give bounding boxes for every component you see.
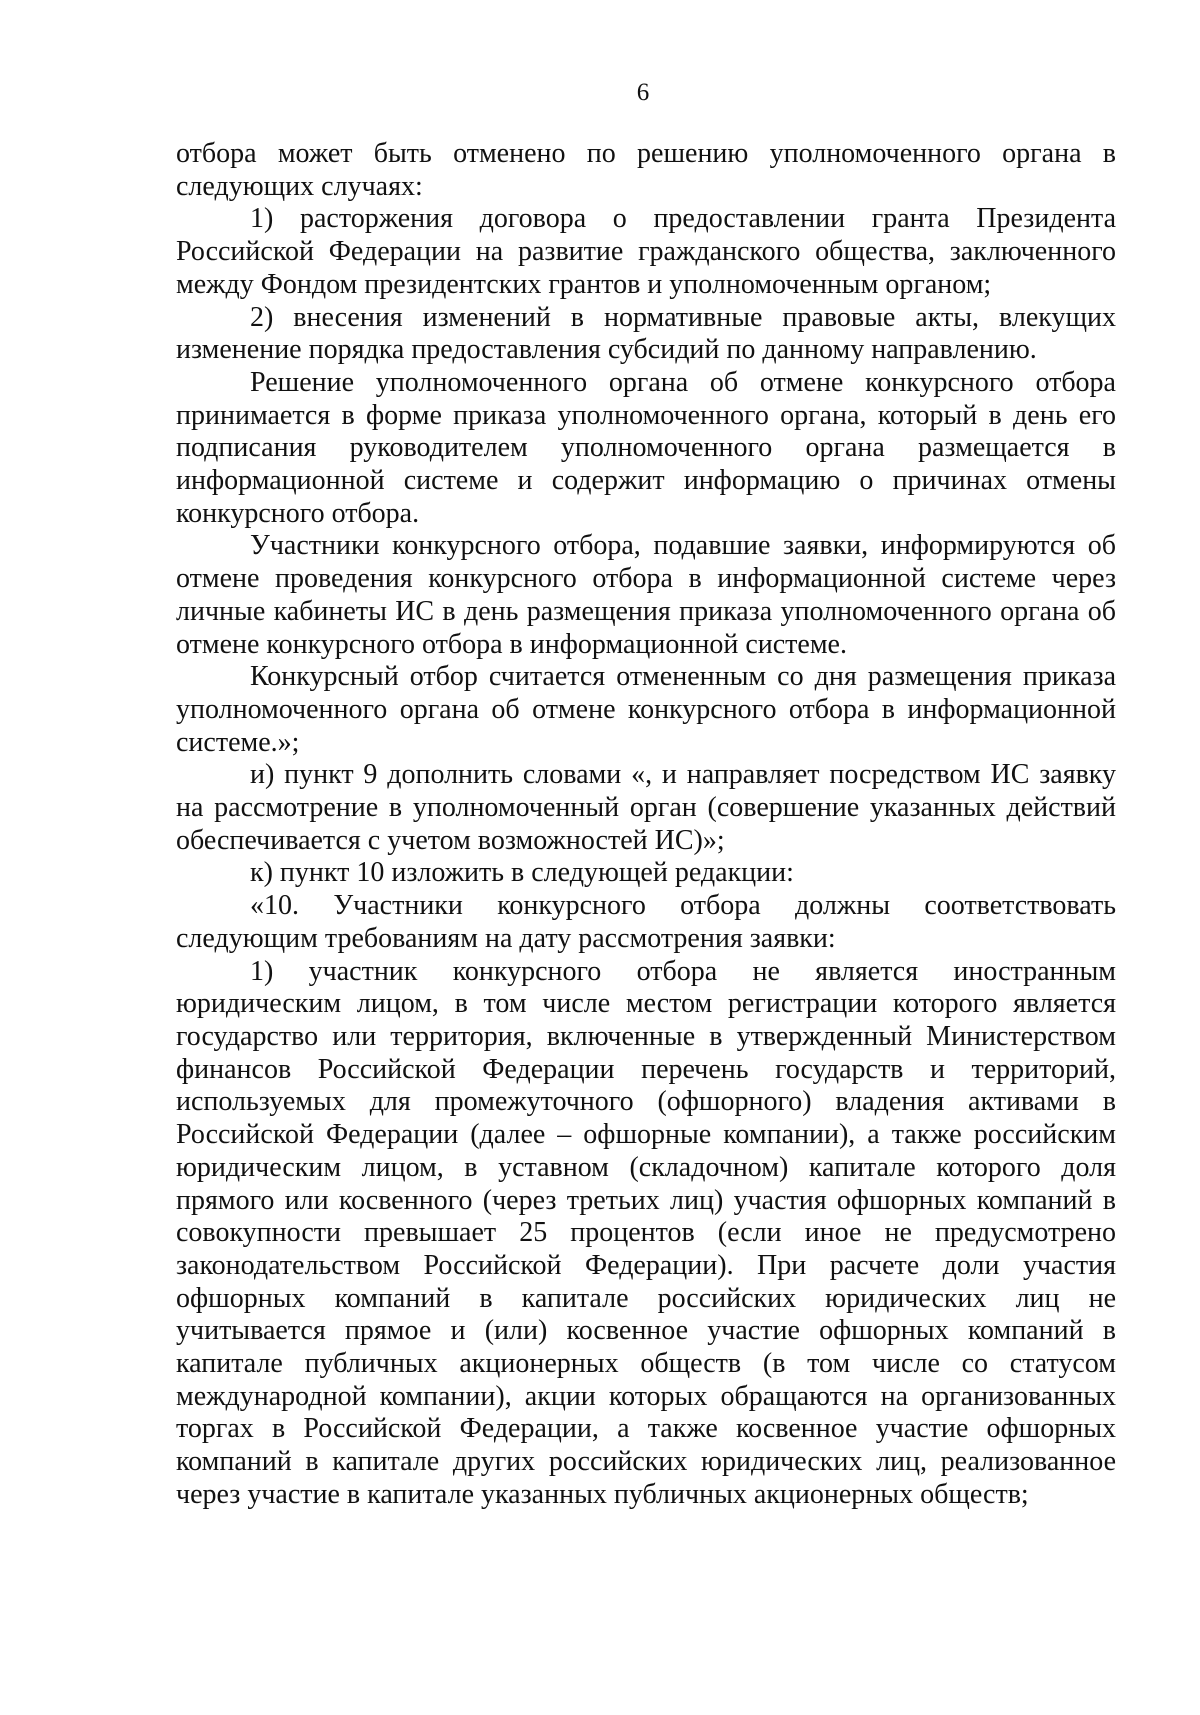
document-body bbox=[176, 138, 1116, 1512]
paragraph-participants-informed: Участники конкурсного отбора, подавшие заявки, информируются об отмене проведения конкурсного отбора в информационной системе через личные кабинеты ИС в день размещения приказа уполномоченного органа об отмене конкурсного отбора в информационной системе. bbox=[176, 530, 1116, 660]
paragraph-case-2: 2) внесения изменений в нормативные правовые акты, влекущих изменение порядка предоставления субсидий по данному направлению. bbox=[176, 301, 1116, 366]
paragraph-cancellation-cases: отбора может быть отменено по решению уполномоченного органа в следующих случаях: bbox=[176, 138, 1116, 202]
paragraph-item-i: и) пункт 9 дополнить словами «, и направляет посредством ИС заявку на рассмотрение в уполномоченный орган (совершение указанных действий обеспечивается с учетом возможностей ИС)»; bbox=[176, 759, 1116, 856]
paragraph-cancellation-decision: Решение уполномоченного органа об отмене конкурсного отбора принимается в форме приказа уполномоченного органа, который в день его подписания руководителем уполномоченного органа размещается в информационной системе и содержит информацию о причинах отмены конкурсного отбора. bbox=[176, 366, 1116, 529]
paragraph-clause-10: «10. Участники конкурсного отбора должны соответствовать следующим требованиям на дату рассмотрения заявки: bbox=[176, 890, 1116, 954]
paragraph-requirement-1: 1) участник конкурсного отбора не является иностранным юридическим лицом, в том числе местом регистрации которого является государство или территория, включенные в утвержденный Министерством финансов Российской Федерации перечень государств и территорий, используемых для промежуточного (офшорного) владения активами в Российской Федерации (далее – офшорные компании), а также российским юридическим лицом, в уставном (складочном) капитале которого доля прямого или косвенного (через третьих лиц) участия офшорных компаний в совокупности превышает 25 процентов (если иное не предусмотрено законодательством Российской Федерации). При расчете доли участия офшорных компаний в капитале российских юридических лиц не учитывается прямое и (или) косвенное участие офшорных компаний в капитале публичных акционерных обществ (в том числе со статусом международной компании), акции которых обращаются на организованных торгах в Российской Федерации, а также косвенное участие офшорных компаний в капитале других российских юридических лиц, реализованное через участие в капитале указанных публичных акционерных обществ; bbox=[176, 955, 1116, 1510]
paragraph-cancellation-effective: Конкурсный отбор считается отмененным со дня размещения приказа уполномоченного органа об отмене конкурсного отбора в информационной системе.»; bbox=[176, 661, 1116, 758]
paragraph-item-k: к) пункт 10 изложить в следующей редакции: bbox=[250, 857, 794, 889]
paragraph-case-1: 1) расторжения договора о предоставлении гранта Президента Российской Федерации на развитие гражданского общества, заключенного между Фондом президентских грантов и уполномоченным органом; bbox=[176, 203, 1116, 300]
page-number: 6 bbox=[636, 79, 650, 106]
